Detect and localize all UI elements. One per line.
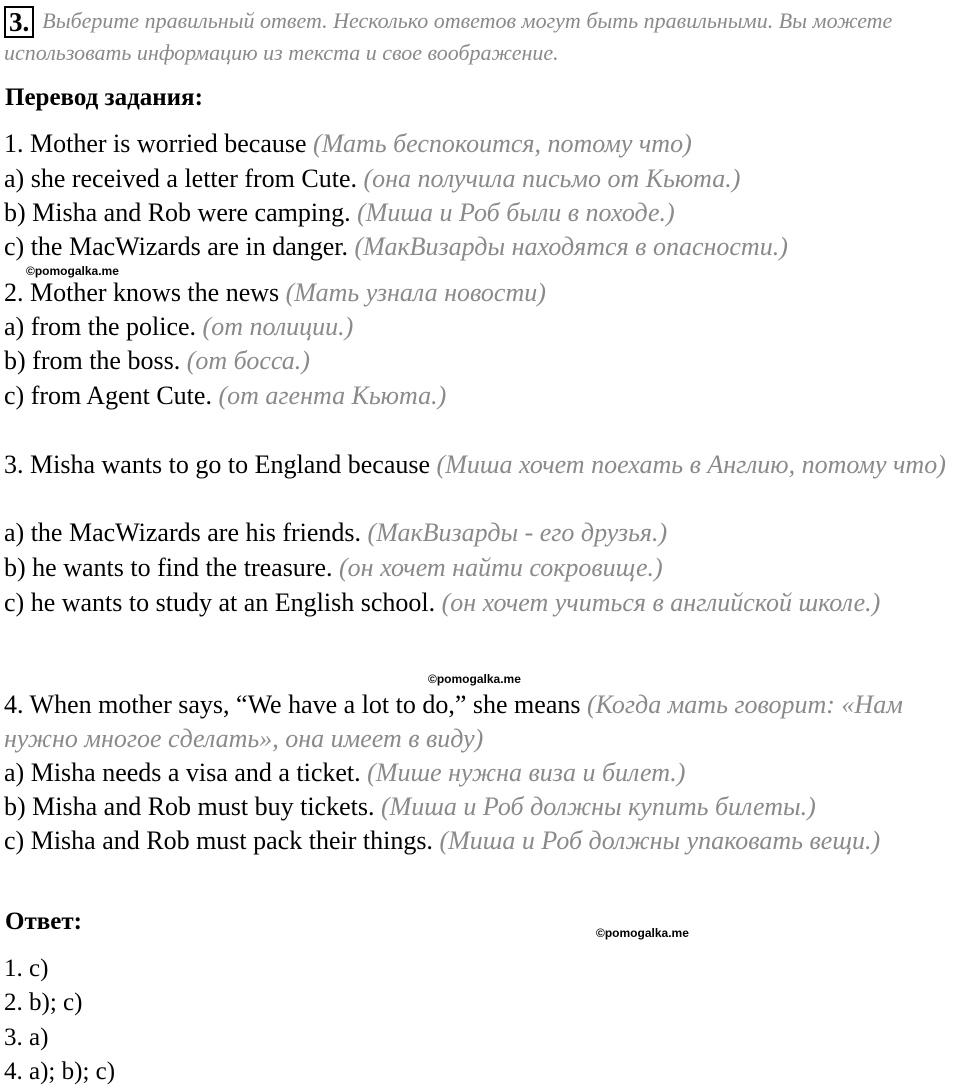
answer-4: 4. a); b); c) [4, 1058, 116, 1085]
task-instruction: Выберите правильный ответ. Несколько ответов могут быть правильными. Вы можете использовать информацию из текста и свое воображение. [4, 8, 893, 65]
question-text: 4. When mother says, “We have a lot to do,” she means [4, 690, 581, 719]
question-2 [4, 276, 956, 310]
answer-heading: Ответ: [5, 908, 82, 935]
option-translation: (от босса.) [186, 346, 310, 375]
option-translation: (от агента Кьюта.) [218, 381, 447, 410]
option-2a [4, 310, 956, 344]
option-translation: (он хочет учиться в английской школе.) [441, 588, 881, 617]
question-text: 2. Mother knows the news [4, 278, 280, 307]
question-translation: (Мать узнала новости) [285, 278, 546, 307]
option-2b [4, 344, 956, 378]
watermark: ©pomogalka.me [596, 926, 689, 940]
option-text: a) the MacWizards are his friends. [4, 518, 362, 547]
option-2c [4, 379, 956, 413]
option-translation: (от полиции.) [202, 312, 354, 341]
question-translation: (Мать беспокоится, потому что) [313, 129, 692, 158]
task-header [4, 6, 954, 67]
option-translation: (МакВизарды - его друзья.) [367, 518, 668, 547]
option-text: b) from the boss. [4, 346, 181, 375]
option-4c [4, 824, 956, 858]
question-text: 3. Misha wants to go to England because [4, 450, 431, 479]
translation-heading: Перевод задания: [5, 84, 203, 111]
option-translation: (он хочет найти сокровище.) [339, 553, 663, 582]
option-text: c) Misha and Rob must pack their things. [4, 826, 433, 855]
option-text: a) from the police. [4, 312, 197, 341]
option-translation: (Мише нужна виза и билет.) [367, 758, 686, 787]
question-4 [4, 688, 956, 756]
question-1 [4, 127, 956, 161]
option-1c [4, 230, 956, 264]
option-translation: (Миша и Роб были в походе.) [357, 198, 675, 227]
option-4b [4, 790, 956, 824]
question-3 [4, 448, 956, 482]
option-3b [4, 551, 956, 585]
option-translation: (Миша и Роб должны упаковать вещи.) [439, 826, 881, 855]
option-text: a) Misha needs a visa and a ticket. [4, 758, 361, 787]
option-text: b) Misha and Rob must buy tickets. [4, 792, 375, 821]
option-translation: (она получила письмо от Кьюта.) [363, 164, 741, 193]
option-text: b) he wants to find the treasure. [4, 553, 333, 582]
option-3a [4, 516, 956, 550]
option-text: a) she received a letter from Cute. [4, 164, 357, 193]
option-text: c) he wants to study at an English school. [4, 588, 436, 617]
answer-2: 2. b); c) [4, 989, 83, 1016]
option-text: c) from Agent Cute. [4, 381, 212, 410]
option-text: b) Misha and Rob were camping. [4, 198, 351, 227]
watermark: ©pomogalka.me [26, 264, 119, 278]
answer-1: 1. c) [4, 955, 49, 982]
option-4a [4, 756, 956, 790]
question-translation: (Когда мать говорит: «Нам нужно многое сделать», она имеет в виду) [4, 690, 903, 753]
watermark: ©pomogalka.me [428, 672, 521, 686]
task-number: 3. [4, 6, 34, 38]
option-3c [4, 586, 956, 620]
question-translation: (Миша хочет поехать в Англию, потому что) [436, 450, 946, 479]
option-text: c) the MacWizards are in danger. [4, 232, 349, 261]
option-1b [4, 196, 956, 230]
option-1a [4, 162, 956, 196]
answer-3: 3. a) [4, 1024, 49, 1051]
question-text: 1. Mother is worried because [4, 129, 307, 158]
option-translation: (МакВизарды находятся в опасности.) [354, 232, 788, 261]
option-translation: (Миша и Роб должны купить билеты.) [380, 792, 816, 821]
